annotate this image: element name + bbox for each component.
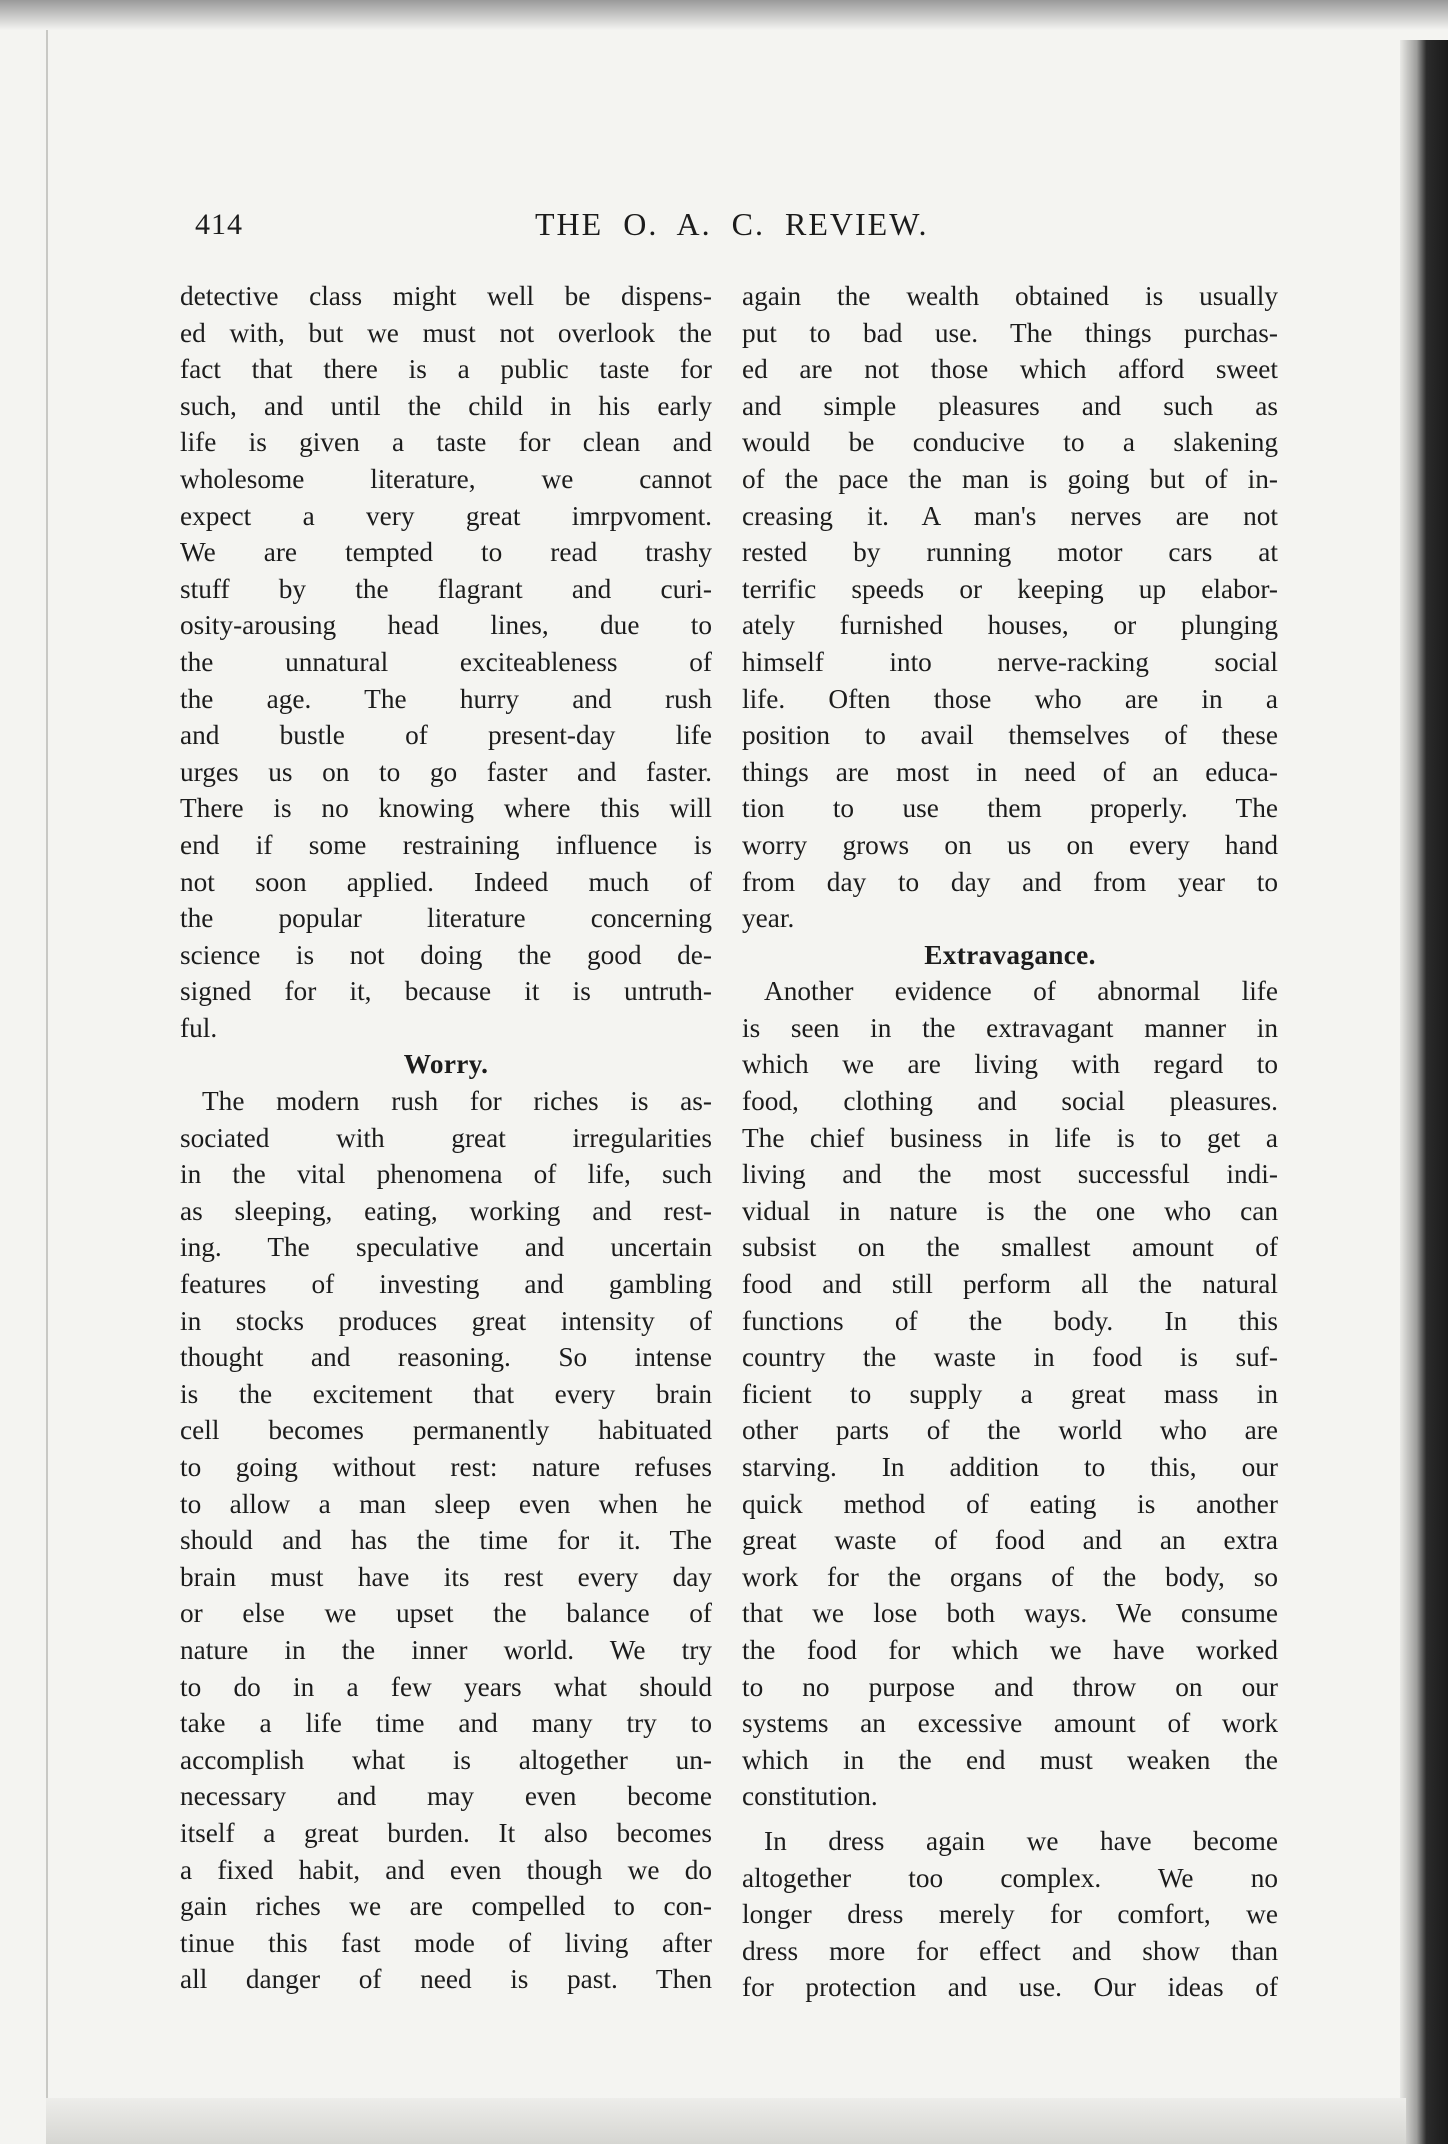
scan-top-shadow <box>0 0 1448 30</box>
text-line: sociated with great irregularities <box>180 1122 712 1153</box>
text-line: necessary and may even become <box>180 1781 712 1812</box>
text-line: is the excitement that every brain <box>180 1378 712 1409</box>
text-line: features of investing and gambling <box>180 1269 712 1300</box>
text-line: itself a great burden. It also becomes <box>180 1817 712 1848</box>
right-column <box>742 278 1278 2006</box>
text-line: work for the organs of the body, so <box>742 1561 1278 1592</box>
text-line: ing. The speculative and uncertain <box>180 1232 712 1263</box>
text-line: all danger of need is past. Then <box>180 1964 712 1995</box>
text-line: ed with, but we must not overlook the <box>180 317 712 348</box>
text-line: food and still perform all the natural <box>742 1269 1278 1300</box>
text-line: for protection and use. Our ideas of <box>742 1972 1278 2003</box>
text-line: that we lose both ways. We consume <box>742 1598 1278 1629</box>
text-line: We are tempted to read trashy <box>180 537 712 568</box>
text-line: accomplish what is altogether un- <box>180 1744 712 1775</box>
text-line: ful. <box>180 1012 218 1043</box>
text-line: science is not doing the good de- <box>180 939 712 970</box>
text-line: worry grows on us on every hand <box>742 829 1278 860</box>
text-line: living and the most successful indi- <box>742 1159 1278 1190</box>
paragraph-gap <box>742 1815 1278 1823</box>
text-line: The modern rush for riches is as- <box>202 1086 712 1117</box>
text-line: ately furnished houses, or plunging <box>742 610 1278 641</box>
text-line: himself into nerve-racking social <box>742 646 1278 677</box>
text-line: starving. In addition to this, our <box>742 1452 1278 1482</box>
text-line: urges us on to go faster and faster. <box>180 756 712 787</box>
running-title: THE O. A. C. REVIEW. <box>535 206 929 242</box>
text-line: The chief business in life is to get a <box>742 1122 1278 1153</box>
paragraph-right-3 <box>742 1823 1278 2006</box>
text-line: to going without rest: nature refuses <box>180 1452 712 1482</box>
text-line: country the waste in food is suf- <box>742 1342 1278 1373</box>
text-line: systems an excessive amount of work <box>742 1708 1278 1739</box>
text-line: take a life time and many try to <box>180 1708 712 1739</box>
text-line: osity-arousing head lines, due to <box>180 610 712 641</box>
text-line: such, and until the child in his early <box>180 390 712 421</box>
text-line: which we are living with regard to <box>742 1049 1278 1080</box>
text-line: to do in a few years what should <box>180 1671 712 1702</box>
page-number: 414 <box>195 208 243 241</box>
text-line: constitution. <box>742 1781 878 1812</box>
paragraph-left-1 <box>180 278 712 1046</box>
text-line: in the vital phenomena of life, such <box>180 1159 712 1190</box>
binding-shadow <box>1400 40 1448 2144</box>
text-line: dress more for effect and show than <box>742 1935 1278 1966</box>
text-line: not soon applied. Indeed much of <box>180 866 712 897</box>
text-line: functions of the body. In this <box>742 1305 1278 1336</box>
text-line: life. Often those who are in a <box>742 683 1278 714</box>
text-line: put to bad use. The things purchas- <box>742 317 1278 348</box>
paragraph-right-1 <box>742 278 1278 937</box>
text-line: position to avail themselves of these <box>742 720 1278 751</box>
text-line: tion to use them properly. The <box>742 793 1278 824</box>
text-line: from day to day and from year to <box>742 866 1278 897</box>
page-left-edge <box>46 30 48 2100</box>
text-line: end if some restraining influence is <box>180 829 712 860</box>
text-line: of the pace the man is going but of in- <box>742 463 1278 494</box>
text-line: expect a very great imrpvoment. <box>180 500 712 531</box>
text-line: ficient to supply a great mass in <box>742 1378 1278 1409</box>
text-line: the food for which we have worked <box>742 1634 1278 1665</box>
text-line: life is given a taste for clean and <box>180 427 712 458</box>
text-line: altogether too complex. We no <box>742 1862 1278 1893</box>
section-heading-worry: Worry. <box>403 1049 489 1080</box>
text-line: terrific speeds or keeping up elabor- <box>742 573 1278 604</box>
text-line: as sleeping, eating, working and rest- <box>180 1195 712 1226</box>
text-line: thought and reasoning. So intense <box>180 1342 712 1373</box>
text-line: detective class might well be dispens- <box>180 281 712 311</box>
text-line: the age. The hurry and rush <box>180 683 712 714</box>
text-line: gain riches we are compelled to con- <box>180 1891 712 1922</box>
text-line: cell becomes permanently habituated <box>180 1415 712 1446</box>
page-bottom-edge <box>46 2098 1406 2144</box>
text-line: again the wealth obtained is usually <box>742 281 1278 311</box>
text-line: creasing it. A man's nerves are not <box>742 500 1278 531</box>
text-line: is seen in the extravagant manner in <box>742 1012 1278 1043</box>
text-line: Another evidence of abnormal life <box>764 976 1278 1007</box>
text-line: a fixed habit, and even though we do <box>180 1854 712 1885</box>
text-line: brain must have its rest every day <box>180 1561 712 1592</box>
text-line: In dress again we have become <box>764 1825 1278 1856</box>
text-line: in stocks produces great intensity of <box>180 1305 712 1336</box>
text-line: to allow a man sleep even when he <box>180 1488 712 1519</box>
text-line: which in the end must weaken the <box>742 1744 1278 1775</box>
text-line: and simple pleasures and such as <box>742 390 1278 421</box>
paragraph-left-2 <box>180 1083 712 1998</box>
text-line: stuff by the flagrant and curi- <box>180 573 712 604</box>
text-line: the popular literature concerning <box>180 903 712 934</box>
text-line: signed for it, because it is untruth- <box>180 976 712 1007</box>
text-line: fact that there is a public taste for <box>180 354 712 385</box>
text-line: things are most in need of an educa- <box>742 756 1278 787</box>
text-line: food, clothing and social pleasures. <box>742 1086 1278 1117</box>
text-line: other parts of the world who are <box>742 1415 1278 1446</box>
text-line: vidual in nature is the one who can <box>742 1195 1278 1226</box>
text-line: or else we upset the balance of <box>180 1598 712 1629</box>
text-line: longer dress merely for comfort, we <box>742 1899 1278 1930</box>
text-line: rested by running motor cars at <box>742 537 1278 568</box>
section-heading-extravagance: Extravagance. <box>924 939 1096 970</box>
text-line: year. <box>742 903 795 934</box>
left-column <box>180 278 712 1998</box>
text-line: would be conducive to a slakening <box>742 427 1278 458</box>
text-line: should and has the time for it. The <box>180 1525 712 1556</box>
text-line: There is no knowing where this will <box>180 793 712 824</box>
text-line: great waste of food and an extra <box>742 1525 1278 1556</box>
text-line: tinue this fast mode of living after <box>180 1927 712 1958</box>
text-line: the unnatural exciteableness of <box>180 646 712 677</box>
text-line: subsist on the smallest amount of <box>742 1232 1278 1263</box>
text-line: nature in the inner world. We try <box>180 1634 712 1665</box>
text-line: ed are not those which afford sweet <box>742 354 1278 385</box>
text-line: and bustle of present-day life <box>180 720 712 751</box>
text-line: wholesome literature, we cannot <box>180 463 712 494</box>
text-line: to no purpose and throw on our <box>742 1671 1278 1702</box>
paragraph-right-2 <box>742 973 1278 1815</box>
text-line: quick method of eating is another <box>742 1488 1278 1519</box>
